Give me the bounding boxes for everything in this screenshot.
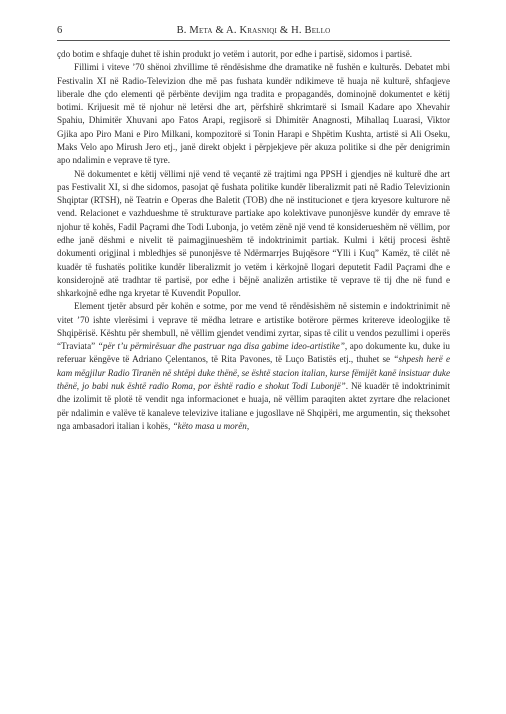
paragraph-text: Në dokumentet e këtij vëllimi një vend të veçantë zë trajtimi nga PPSH i gjendjes në kulturë dhe art pas Festivalit XI, si dhe sidomos, pasojat që fushata politike kundër liberalizmit pati në Radio Televizionin Shqiptar (RTSH), në Teatrin e Operas dhe Baletit (TOB) dhe në institucionet e tjera kryesore kulturore në vend. Relacionet e vazhdueshme të strukturave partiake apo kolektivave punonjësve kundër dy emrave të njohur të kohës, Fadil Paçrami dhe Todi Lubonja, jo vetëm zënë një vend të konsiderueshëm në vëllim, por edhe janë dëshmi e nivelit të paimagjinueshëm të indoktrinimit partiak. Kulmi i këtij procesi është dokumenti origjinal i mbledhjes së punonjësve të Ndërmarrjes Bujqësore “Ylli i Kuq” Kamëz, të cilët në kuadër të fushatës politike kundër liberalizmit jo vetëm i kërkojnë llogari deputetit Fadil Paçrami dhe e konsiderojnë atë tradhtar të partisë, por edhe i bëjnë analizën artistike të veprave të tij dhe në fund e shkarkojnë edhe nga kryetar të Kuvendit Popullor. (57, 168, 450, 299)
paragraph-ppsh (57, 168, 450, 301)
paragraph-absurd-element (57, 300, 450, 433)
paragraph-continuation (57, 48, 450, 61)
paragraph-text: çdo botim e shfaqje duhet të ishin produkt jo vetëm i autorit, por edhe i partisë, sidomos i partisë. (57, 49, 413, 59)
paragraph-text: Element tjetër absurd për kohën e sotme, por me vend të rëndësishëm në sistemin e indoktrinimit në vitet ’70 ishte vlerësimi i veprave të mëdha letrare e artistike botërore përmes kritereve ideologjike të Shqipërisë. Kështu për shembull, në vëllim gjendet vendimi zyrtar, sipas të cilit u vendos pezullimi i operës “Traviata” (57, 301, 450, 352)
running-head: B. Meta & A. Krasniqi & H. Bello (176, 25, 331, 36)
paragraph-seventies (57, 61, 450, 167)
quote-radio-tirana: “shpesh herë e kam mëgjilur Radio Tiranën në shtëpi duke thënë, se është stacion italian, kurse fëmijët kanë insistuar duke thënë, jo babi nuk është radio Roma, por është radio e shokut Todi Lubonjë” (57, 354, 450, 392)
page-header (57, 24, 450, 41)
paragraph-text: . Në kuadër të indoktrinimit dhe izolimit të plotë të vendit nga informacionet e huaja, në vëllim paraqiten aktet zyrtare dhe relacionet për ndalimin e valëve të kanaleve televizive italiane e jugosllave në Shqipëri, me argumentin, siç theksohet nga ambasadori italian i kohës, (57, 381, 450, 431)
body-text (57, 48, 450, 433)
quote-traviata: “për t’u përmirësuar dhe pastruar nga disa gabime ideo-artistike” (97, 341, 345, 352)
paragraph-text: Fillimi i viteve ’70 shënoi zhvillime të rëndësishme dhe dramatike në fushën e kulturës. Debatet mbi Festivalin XI në Radio-Televizion dhe më pas fushata kundër ndikimeve të huaja në kulturë, shfaqjeve liberale dhe çdo elementi që përbënte devijim nga tradita e propagandës, dominojnë dokumentet e këtij botimi. Krijuesit më të njohur në letërsi dhe art, përfshirë shkrimtarë si Ismail Kadare apo Xhevahir Spahiu, Dhimitër Xhuvani apo Fatos Arapi, regjisorë si Dhimitër Anagnosti, Mihallaq Luarasi, Viktor Gjika apo Piro Mani e Piro Milkani, kompozitorë si Tonin Harapi e Shpëtim Kushta, artistë si Ali Oseku, Maks Velo apo Mirush Jero etj., janë direkt objekt i përpjekjeve për akuza politike si dhe për denigrimin apo ndalimin e veprave të tyre. (57, 62, 450, 166)
paragraph-text: , apo dokumente ku, duke iu referuar këngëve të Adriano Çelentanos, të Rita Pavones, të Luço Batistës etj., thuhet se (57, 341, 450, 365)
page-number: 6 (57, 25, 63, 36)
quote-ambassador: “këto masa u morën, (172, 420, 250, 431)
